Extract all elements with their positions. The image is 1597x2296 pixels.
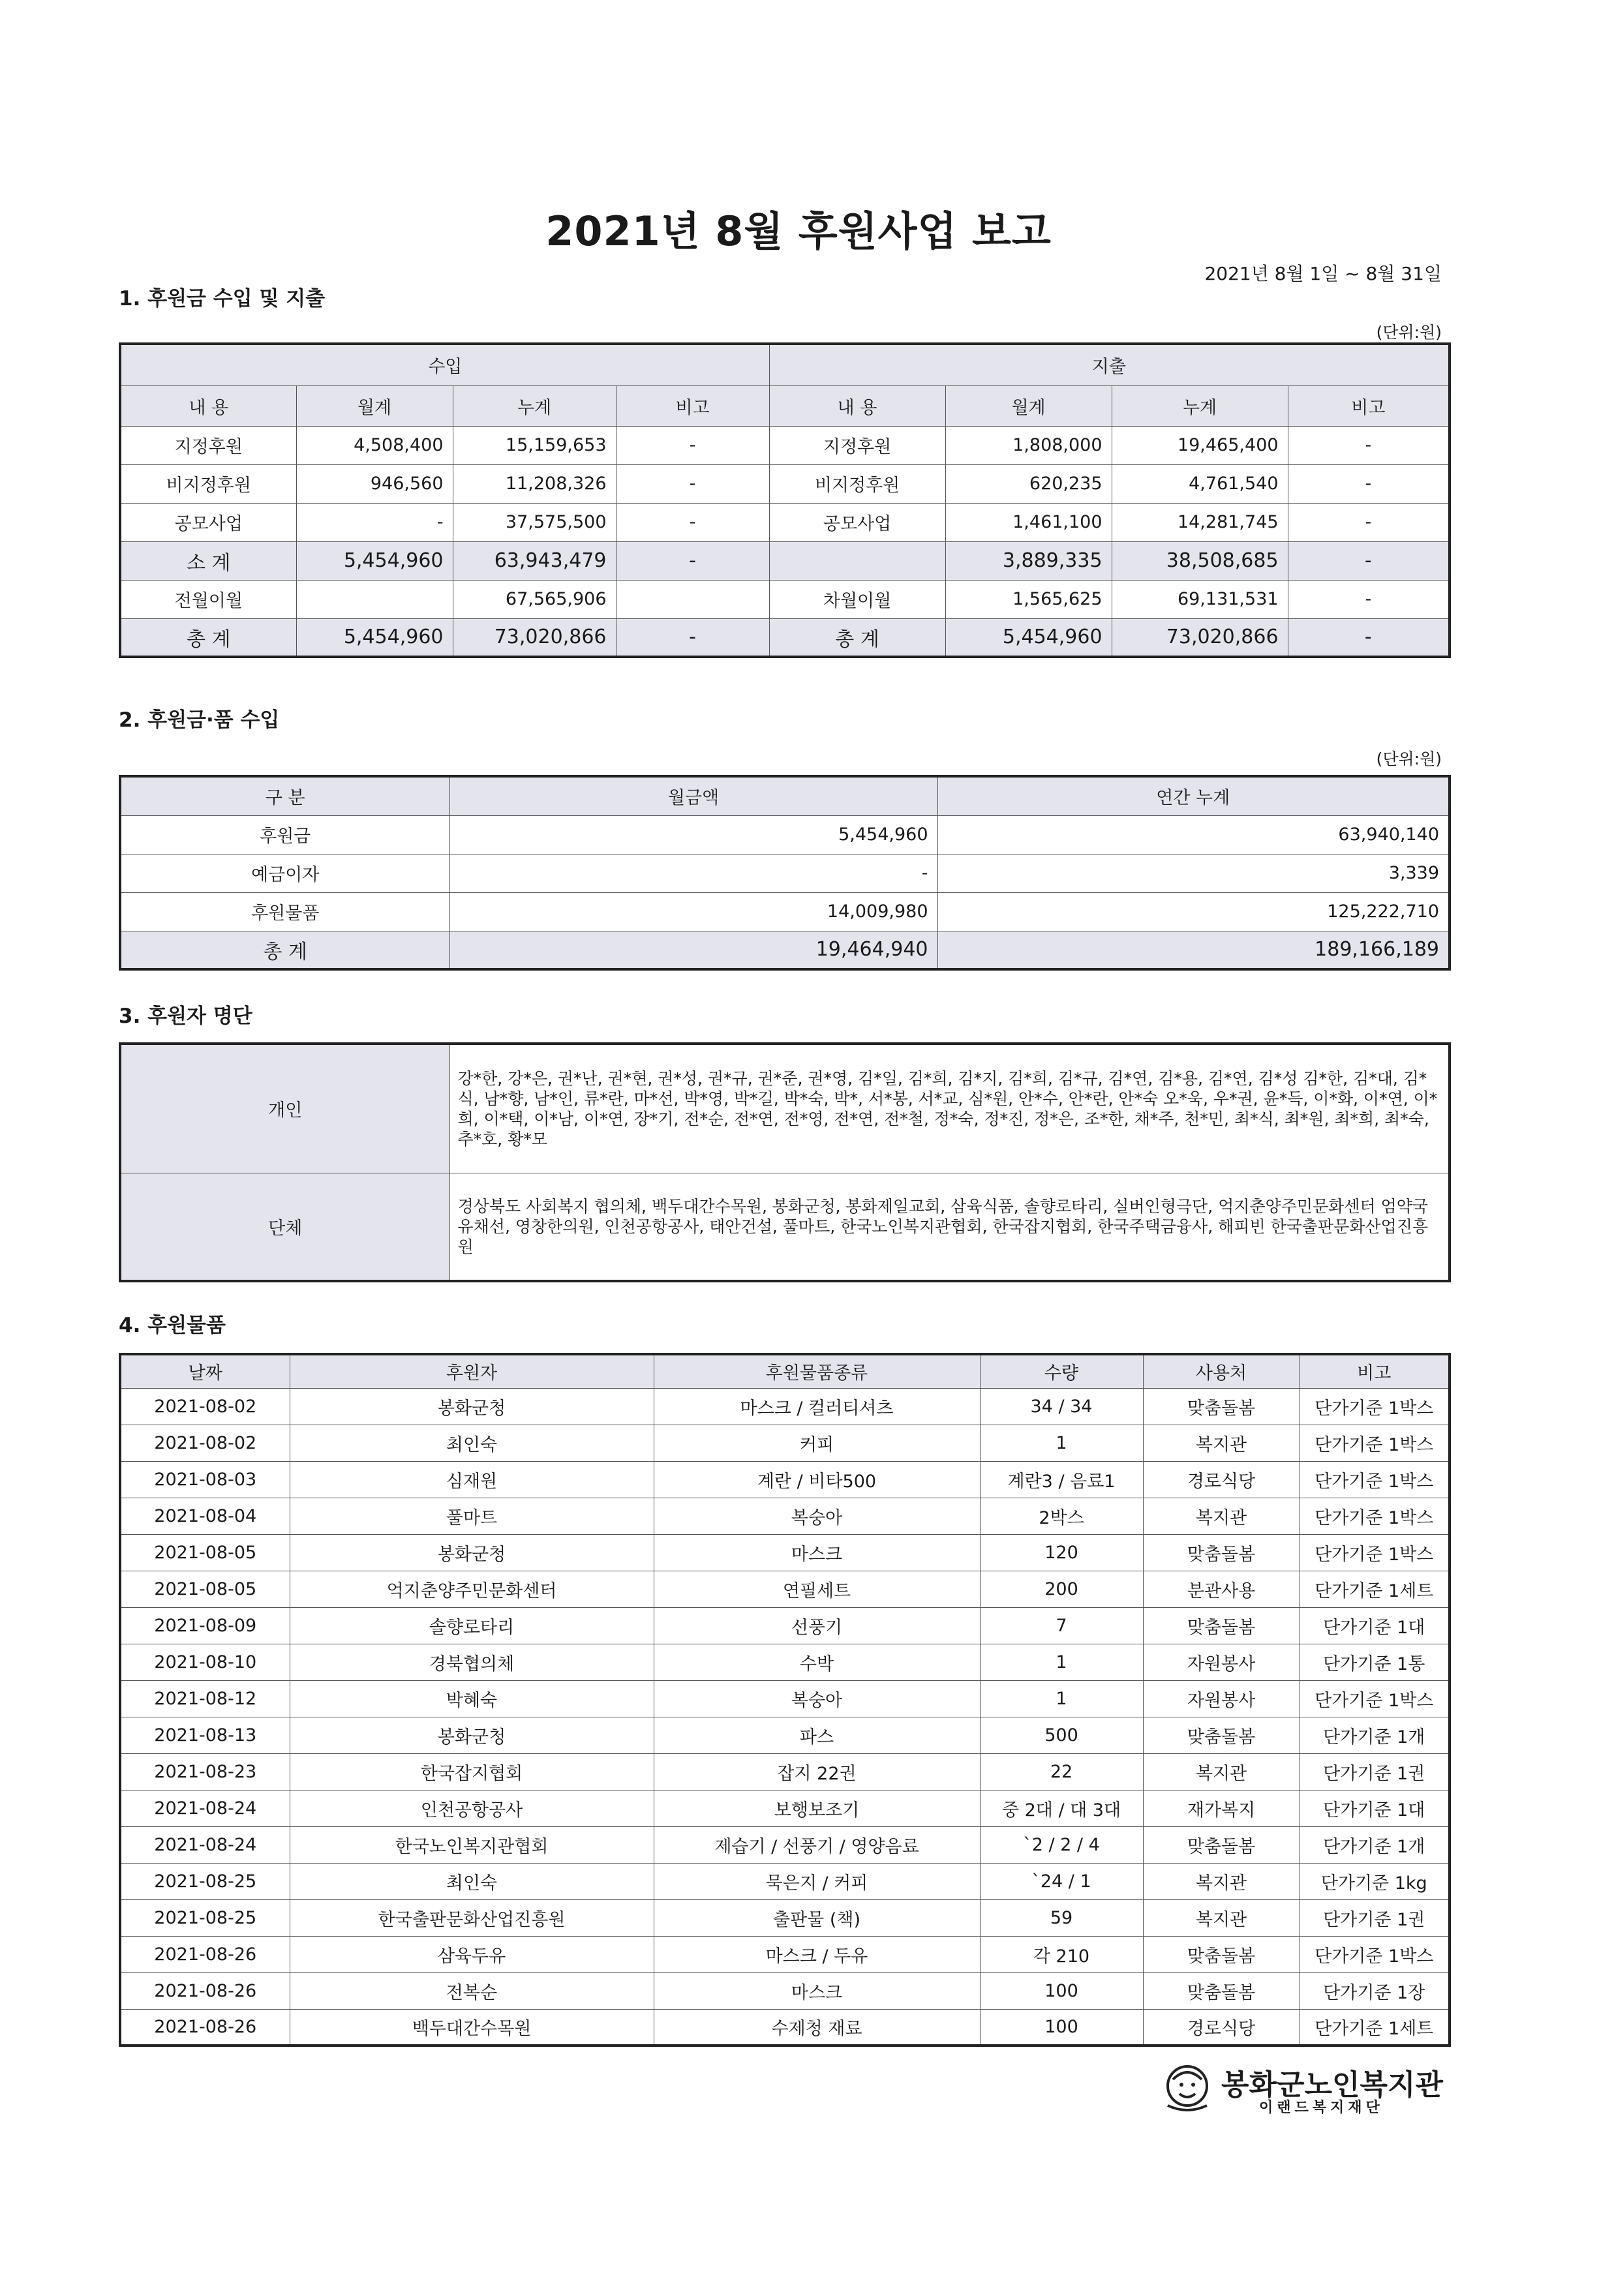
table-row xyxy=(120,815,1450,854)
goods-kind: 계란 / 비타500 xyxy=(654,1461,980,1498)
donation-date: 2021-08-25 xyxy=(120,1899,290,1936)
goods-note: 단가기준 1장 xyxy=(1300,1972,1450,2009)
income-cumulative: 15,159,653 xyxy=(453,426,616,464)
expense-month: 5,454,960 xyxy=(945,618,1112,657)
table-row xyxy=(120,1534,1450,1571)
donation-date: 2021-08-26 xyxy=(120,1936,290,1972)
expense-month: 620,235 xyxy=(945,464,1112,503)
goods-kind: 복숭아 xyxy=(654,1680,980,1717)
month-amount: 19,464,940 xyxy=(449,931,937,969)
table-row xyxy=(120,1498,1450,1534)
goods-note: 단가기준 1박스 xyxy=(1300,1388,1450,1425)
col-header-item: 내 용 xyxy=(769,385,945,426)
expense-item xyxy=(769,541,945,580)
goods-quantity: `24 / 1 xyxy=(980,1863,1143,1899)
section-2-heading: 2. 후원금·품 수입 xyxy=(119,708,280,732)
goods-note: 단가기준 1박스 xyxy=(1300,1498,1450,1534)
goods-quantity: 200 xyxy=(980,1571,1143,1607)
donor-name: 한국출판문화산업진흥원 xyxy=(290,1899,654,1936)
table-row xyxy=(120,1644,1450,1680)
goods-quantity: 7 xyxy=(980,1607,1143,1644)
foundation-name: 이랜드복지재단 xyxy=(1259,2100,1384,2116)
expense-note: - xyxy=(1288,503,1450,541)
goods-usage: 맞춤돌봄 xyxy=(1143,1717,1300,1753)
goods-usage: 맞춤돌봄 xyxy=(1143,1826,1300,1863)
goods-note: 단가기준 1개 xyxy=(1300,1826,1450,1863)
year-cumulative: 3,339 xyxy=(937,854,1450,892)
donation-date: 2021-08-25 xyxy=(120,1863,290,1899)
goods-note: 단가기준 1통 xyxy=(1300,1644,1450,1680)
income-type: 후원물품 xyxy=(120,892,449,931)
donor-list-table xyxy=(119,1042,1451,1282)
goods-kind: 마스크 xyxy=(654,1972,980,2009)
goods-usage: 복지관 xyxy=(1143,1425,1300,1461)
goods-usage: 재가복지 xyxy=(1143,1790,1300,1826)
goods-quantity: 각 210 xyxy=(980,1936,1143,1972)
goods-kind: 마스크 / 컬러티셔츠 xyxy=(654,1388,980,1425)
section-3-heading: 3. 후원자 명단 xyxy=(119,1004,252,1028)
goods-usage: 맞춤돌봄 xyxy=(1143,1607,1300,1644)
table-row xyxy=(120,1790,1450,1826)
table-row xyxy=(120,2009,1450,2046)
expense-cumulative: 4,761,540 xyxy=(1112,464,1288,503)
donor-name: 풀마트 xyxy=(290,1498,654,1534)
expense-month: 3,889,335 xyxy=(945,541,1112,580)
goods-kind: 파스 xyxy=(654,1717,980,1753)
elderly-face-logo-icon xyxy=(1161,2060,1212,2115)
goods-note: 단가기준 1kg xyxy=(1300,1863,1450,1899)
expense-month: 1,808,000 xyxy=(945,426,1112,464)
table-row xyxy=(120,1425,1450,1461)
donation-date: 2021-08-26 xyxy=(120,1972,290,2009)
goods-quantity: 1 xyxy=(980,1425,1143,1461)
expense-note: - xyxy=(1288,464,1450,503)
col-header-item: 내 용 xyxy=(120,385,296,426)
expense-note: - xyxy=(1288,618,1450,657)
donation-income-table xyxy=(119,775,1451,971)
income-expense-table xyxy=(119,342,1451,658)
goods-note: 단가기준 1박스 xyxy=(1300,1425,1450,1461)
col-header-use: 사용처 xyxy=(1143,1354,1300,1388)
expense-cumulative: 14,281,745 xyxy=(1112,503,1288,541)
expense-header: 지출 xyxy=(769,344,1450,385)
income-note: - xyxy=(616,503,769,541)
table-row xyxy=(120,1388,1450,1425)
section-1-heading: 1. 후원금 수입 및 지출 xyxy=(119,287,326,310)
col-header-cum: 누계 xyxy=(453,385,616,426)
table-row xyxy=(120,464,1450,503)
month-amount: 14,009,980 xyxy=(449,892,937,931)
goods-quantity: 100 xyxy=(980,2009,1143,2046)
income-note: - xyxy=(616,464,769,503)
table-row xyxy=(120,1899,1450,1936)
goods-note: 단가기준 1대 xyxy=(1300,1607,1450,1644)
table-row xyxy=(120,1571,1450,1607)
income-note: - xyxy=(616,618,769,657)
income-month: 946,560 xyxy=(296,464,453,503)
goods-usage: 자원봉사 xyxy=(1143,1644,1300,1680)
donor-name: 전복순 xyxy=(290,1972,654,2009)
income-note xyxy=(616,580,769,618)
group-label: 단체 xyxy=(120,1173,449,1281)
goods-quantity: 500 xyxy=(980,1717,1143,1753)
donor-name: 최인숙 xyxy=(290,1863,654,1899)
table-row xyxy=(120,1461,1450,1498)
goods-note: 단가기준 1개 xyxy=(1300,1717,1450,1753)
goods-kind: 수제청 재료 xyxy=(654,2009,980,2046)
col-header-qty: 수량 xyxy=(980,1354,1143,1388)
table-row xyxy=(120,854,1450,892)
expense-month: 1,461,100 xyxy=(945,503,1112,541)
income-type: 후원금 xyxy=(120,815,449,854)
expense-cumulative: 19,465,400 xyxy=(1112,426,1288,464)
goods-note: 단가기준 1박스 xyxy=(1300,1936,1450,1972)
table-row xyxy=(120,503,1450,541)
table-row xyxy=(120,426,1450,464)
report-period: 2021년 8월 1일 ~ 8월 31일 xyxy=(1204,263,1442,284)
goods-kind: 보행보조기 xyxy=(654,1790,980,1826)
donation-date: 2021-08-04 xyxy=(120,1498,290,1534)
goods-usage: 맞춤돌봄 xyxy=(1143,1936,1300,1972)
donation-date: 2021-08-12 xyxy=(120,1680,290,1717)
income-note: - xyxy=(616,541,769,580)
income-item: 전월이월 xyxy=(120,580,296,618)
goods-kind: 묵은지 / 커피 xyxy=(654,1863,980,1899)
donor-name: 경북협의체 xyxy=(290,1644,654,1680)
table-row xyxy=(120,931,1450,969)
donation-date: 2021-08-24 xyxy=(120,1790,290,1826)
expense-cumulative: 69,131,531 xyxy=(1112,580,1288,618)
page-title: 2021년 8월 후원사업 보고 xyxy=(545,207,1052,255)
goods-usage: 맞춤돌봄 xyxy=(1143,1972,1300,2009)
donated-goods-table xyxy=(119,1353,1451,2047)
expense-note: - xyxy=(1288,580,1450,618)
goods-usage: 복지관 xyxy=(1143,1863,1300,1899)
donation-date: 2021-08-02 xyxy=(120,1388,290,1425)
goods-quantity: 22 xyxy=(980,1753,1143,1790)
income-month: 5,454,960 xyxy=(296,541,453,580)
income-month: 4,508,400 xyxy=(296,426,453,464)
income-month xyxy=(296,580,453,618)
donation-date: 2021-08-02 xyxy=(120,1425,290,1461)
goods-usage: 맞춤돌봄 xyxy=(1143,1388,1300,1425)
donor-name: 심재원 xyxy=(290,1461,654,1498)
expense-item: 총 계 xyxy=(769,618,945,657)
income-cumulative: 37,575,500 xyxy=(453,503,616,541)
table-row xyxy=(120,1972,1450,2009)
individual-label: 개인 xyxy=(120,1044,449,1173)
year-cumulative: 125,222,710 xyxy=(937,892,1450,931)
goods-note: 단가기준 1박스 xyxy=(1300,1461,1450,1498)
donation-date: 2021-08-13 xyxy=(120,1717,290,1753)
goods-note: 단가기준 1박스 xyxy=(1300,1534,1450,1571)
group-donor-names: 경상북도 사회복지 협의체, 백두대간수목원, 봉화군청, 봉화제일교회, 삼육식품, 솔향로타리, 실버인형극단, 억지춘양주민문화센터 엄약국 유채선, 영창한의원, 인천공항공사, 태안건설, 풀마트, 한국노인복지관협회, 한국잡지협회, 한국주택금융사, 해피빈 한국출판문화산업진흥원 xyxy=(449,1173,1450,1281)
income-item: 총 계 xyxy=(120,618,296,657)
donor-name: 한국노인복지관협회 xyxy=(290,1826,654,1863)
donor-name: 최인숙 xyxy=(290,1425,654,1461)
expense-cumulative: 73,020,866 xyxy=(1112,618,1288,657)
year-cumulative: 189,166,189 xyxy=(937,931,1450,969)
goods-note: 단가기준 1권 xyxy=(1300,1753,1450,1790)
table-row xyxy=(120,541,1450,580)
income-note: - xyxy=(616,426,769,464)
goods-usage: 맞춤돌봄 xyxy=(1143,1534,1300,1571)
goods-quantity: 2박스 xyxy=(980,1498,1143,1534)
goods-kind: 출판물 (책) xyxy=(654,1899,980,1936)
col-header-donor: 후원자 xyxy=(290,1354,654,1388)
income-cumulative: 11,208,326 xyxy=(453,464,616,503)
unit-label-2: (단위:원) xyxy=(1376,749,1442,768)
goods-note: 단가기준 1대 xyxy=(1300,1790,1450,1826)
expense-item: 비지정후원 xyxy=(769,464,945,503)
goods-usage: 복지관 xyxy=(1143,1899,1300,1936)
expense-note: - xyxy=(1288,426,1450,464)
table-row xyxy=(120,1680,1450,1717)
goods-kind: 복숭아 xyxy=(654,1498,980,1534)
donor-name: 억지춘양주민문화센터 xyxy=(290,1571,654,1607)
income-month: - xyxy=(296,503,453,541)
donation-date: 2021-08-10 xyxy=(120,1644,290,1680)
goods-quantity: `2 / 2 / 4 xyxy=(980,1826,1143,1863)
donor-name: 봉화군청 xyxy=(290,1717,654,1753)
donor-name: 박혜숙 xyxy=(290,1680,654,1717)
table-row xyxy=(120,892,1450,931)
goods-kind: 잡지 22권 xyxy=(654,1753,980,1790)
goods-kind: 수박 xyxy=(654,1644,980,1680)
unit-label-1: (단위:원) xyxy=(1376,323,1442,342)
goods-usage: 복지관 xyxy=(1143,1753,1300,1790)
donation-date: 2021-08-09 xyxy=(120,1607,290,1644)
goods-usage: 분관사용 xyxy=(1143,1571,1300,1607)
goods-kind: 제습기 / 선풍기 / 영양음료 xyxy=(654,1826,980,1863)
table-row xyxy=(120,1753,1450,1790)
donor-name: 삼육두유 xyxy=(290,1936,654,1972)
goods-quantity: 100 xyxy=(980,1972,1143,2009)
donation-date: 2021-08-26 xyxy=(120,2009,290,2046)
goods-kind: 마스크 / 두유 xyxy=(654,1936,980,1972)
income-header: 수입 xyxy=(120,344,769,385)
expense-item: 공모사업 xyxy=(769,503,945,541)
goods-note: 단가기준 1세트 xyxy=(1300,2009,1450,2046)
income-item: 지정후원 xyxy=(120,426,296,464)
goods-usage: 경로식당 xyxy=(1143,2009,1300,2046)
donation-date: 2021-08-05 xyxy=(120,1571,290,1607)
goods-kind: 마스크 xyxy=(654,1534,980,1571)
goods-quantity: 1 xyxy=(980,1644,1143,1680)
expense-cumulative: 38,508,685 xyxy=(1112,541,1288,580)
income-cumulative: 63,943,479 xyxy=(453,541,616,580)
year-cumulative: 63,940,140 xyxy=(937,815,1450,854)
income-item: 소 계 xyxy=(120,541,296,580)
goods-note: 단가기준 1권 xyxy=(1300,1899,1450,1936)
col-header-note: 비고 xyxy=(1300,1354,1450,1388)
organization-logo xyxy=(1161,2060,1444,2119)
income-cumulative: 67,565,906 xyxy=(453,580,616,618)
goods-usage: 자원봉사 xyxy=(1143,1680,1300,1717)
col-header-month: 월계 xyxy=(296,385,453,426)
donor-name: 봉화군청 xyxy=(290,1388,654,1425)
income-item: 공모사업 xyxy=(120,503,296,541)
expense-item: 차월이월 xyxy=(769,580,945,618)
income-type: 총 계 xyxy=(120,931,449,969)
goods-note: 단가기준 1세트 xyxy=(1300,1571,1450,1607)
goods-quantity: 계란3 / 음료1 xyxy=(980,1461,1143,1498)
table-row xyxy=(120,1717,1450,1753)
donor-name: 봉화군청 xyxy=(290,1534,654,1571)
donation-date: 2021-08-24 xyxy=(120,1826,290,1863)
goods-quantity: 34 / 34 xyxy=(980,1388,1143,1425)
income-item: 비지정후원 xyxy=(120,464,296,503)
table-row xyxy=(120,1826,1450,1863)
col-header-year-cum: 연간 누계 xyxy=(937,776,1450,815)
donor-name: 백두대간수목원 xyxy=(290,2009,654,2046)
donation-date: 2021-08-03 xyxy=(120,1461,290,1498)
col-header-note: 비고 xyxy=(616,385,769,426)
table-row xyxy=(120,1863,1450,1899)
income-cumulative: 73,020,866 xyxy=(453,618,616,657)
expense-item: 지정후원 xyxy=(769,426,945,464)
col-header-month: 월계 xyxy=(945,385,1112,426)
goods-kind: 선풍기 xyxy=(654,1607,980,1644)
col-header-type: 구 분 xyxy=(120,776,449,815)
col-header-month-amount: 월금액 xyxy=(449,776,937,815)
table-row xyxy=(120,1936,1450,1972)
month-amount: 5,454,960 xyxy=(449,815,937,854)
goods-quantity: 120 xyxy=(980,1534,1143,1571)
expense-month: 1,565,625 xyxy=(945,580,1112,618)
donor-name: 한국잡지협회 xyxy=(290,1753,654,1790)
income-month: 5,454,960 xyxy=(296,618,453,657)
col-header-cum: 누계 xyxy=(1112,385,1288,426)
goods-quantity: 59 xyxy=(980,1899,1143,1936)
goods-usage: 복지관 xyxy=(1143,1498,1300,1534)
col-header-date: 날짜 xyxy=(120,1354,290,1388)
goods-usage: 경로식당 xyxy=(1143,1461,1300,1498)
col-header-kind: 후원물품종류 xyxy=(654,1354,980,1388)
month-amount: - xyxy=(449,854,937,892)
col-header-note: 비고 xyxy=(1288,385,1450,426)
goods-note: 단가기준 1박스 xyxy=(1300,1680,1450,1717)
goods-kind: 연필세트 xyxy=(654,1571,980,1607)
goods-kind: 커피 xyxy=(654,1425,980,1461)
donation-date: 2021-08-23 xyxy=(120,1753,290,1790)
table-row xyxy=(120,1607,1450,1644)
organization-name: 봉화군노인복지관 xyxy=(1221,2068,1444,2102)
income-type: 예금이자 xyxy=(120,854,449,892)
donor-name: 인천공항공사 xyxy=(290,1790,654,1826)
goods-quantity: 중 2대 / 대 3대 xyxy=(980,1790,1143,1826)
donation-date: 2021-08-05 xyxy=(120,1534,290,1571)
individual-donor-names: 강*한, 강*은, 권*난, 권*현, 권*성, 권*규, 권*준, 권*영, 김*일, 김*희, 김*지, 김*희, 김*규, 김*연, 김*용, 김*연, 김*성 김*한, 김*대, 김*식, 남*향, 남*인, 류*란, 마*선, 박*영, 박*길, 박*숙, 박*, 서*봉, 서*교, 심*원, 안*수, 안*란, 안*숙 오*욱, 우*권, 윤*득, 이*화, 이*연, 이*희, 이*택, 이*남, 이*연, 장*기, 전*순, 전*연, 전*영, 전*연, 전*철, 정*숙, 정*진, 정*은, 조*한, 채*주, 천*민, 최*식, 최*원, 최*희, 최*숙, 추*호, 황*모 xyxy=(449,1044,1450,1173)
donor-name: 솔향로타리 xyxy=(290,1607,654,1644)
section-4-heading: 4. 후원물품 xyxy=(119,1314,226,1337)
goods-quantity: 1 xyxy=(980,1680,1143,1717)
table-row xyxy=(120,580,1450,618)
table-row xyxy=(120,618,1450,657)
expense-note: - xyxy=(1288,541,1450,580)
